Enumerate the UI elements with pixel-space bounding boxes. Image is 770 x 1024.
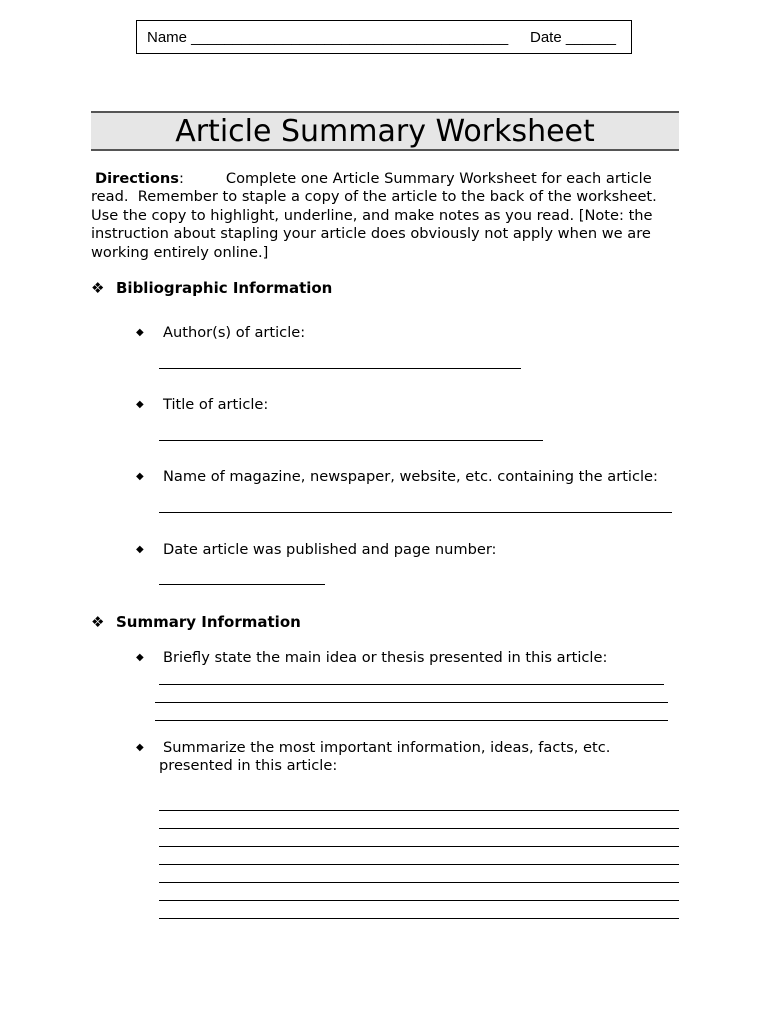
diamond-bullet-icon: ◆	[136, 742, 144, 753]
name-date-box	[136, 20, 632, 54]
directions-line-2: read. Remember to staple a copy of the article to the back of the worksheet.	[91, 188, 657, 206]
author-answer-line[interactable]	[159, 368, 521, 369]
main-idea-line-1[interactable]	[159, 684, 664, 685]
summarize-prompt-line-1: Summarize the most important information, ideas, facts, etc.	[163, 739, 611, 756]
publication-prompt: Name of magazine, newspaper, website, etc. containing the article:	[163, 468, 658, 485]
title-answer-line[interactable]	[159, 440, 543, 441]
diamond-bullet-icon: ◆	[136, 327, 144, 338]
date-field[interactable]: Date ______	[530, 29, 616, 46]
page-title: Article Summary Worksheet	[175, 113, 595, 149]
summarize-prompt-line-2: presented in this article:	[159, 757, 338, 774]
date-page-answer-line[interactable]	[159, 584, 325, 585]
diamond-bullet-icon: ◆	[136, 544, 144, 555]
summary-answer-line[interactable]	[159, 918, 679, 919]
directions-line-1: Directions: Complete one Article Summary Worksheet for each article	[95, 170, 652, 187]
directions-line-4: instruction about stapling your article does obviously not apply when we are	[91, 225, 651, 243]
worksheet-title-bar	[91, 111, 679, 151]
main-idea-line-2[interactable]	[155, 702, 668, 703]
date-page-prompt: Date article was published and page number:	[163, 541, 497, 558]
title-prompt: Title of article:	[163, 396, 269, 413]
summary-answer-line[interactable]	[159, 900, 679, 901]
main-idea-line-3[interactable]	[155, 720, 668, 721]
summary-answer-line[interactable]	[159, 864, 679, 865]
diamond-bullet-icon: ◆	[136, 652, 144, 663]
directions-label: Directions	[95, 170, 179, 187]
diamond-bullet-icon: ◆	[136, 399, 144, 410]
diamond-bullet-icon: ◆	[136, 471, 144, 482]
summary-answer-line[interactable]	[159, 882, 679, 883]
directions-paragraph	[91, 170, 691, 262]
summary-answer-line[interactable]	[159, 846, 679, 847]
diamond-cluster-icon: ❖	[91, 279, 105, 297]
diamond-cluster-icon: ❖	[91, 613, 105, 631]
publication-answer-line[interactable]	[159, 512, 672, 513]
summary-heading: ❖ Summary Information	[91, 613, 301, 631]
bibliographic-heading: ❖ Bibliographic Information	[91, 279, 333, 297]
author-prompt: Author(s) of article:	[163, 324, 306, 341]
summary-answer-line[interactable]	[159, 810, 679, 811]
main-idea-prompt: Briefly state the main idea or thesis presented in this article:	[163, 649, 608, 666]
name-field[interactable]: Name ______________________________________	[147, 29, 509, 46]
directions-line-3: Use the copy to highlight, underline, and make notes as you read. [Note: the	[91, 206, 653, 224]
summary-answer-line[interactable]	[159, 828, 679, 829]
directions-line-5: working entirely online.]	[91, 243, 269, 261]
